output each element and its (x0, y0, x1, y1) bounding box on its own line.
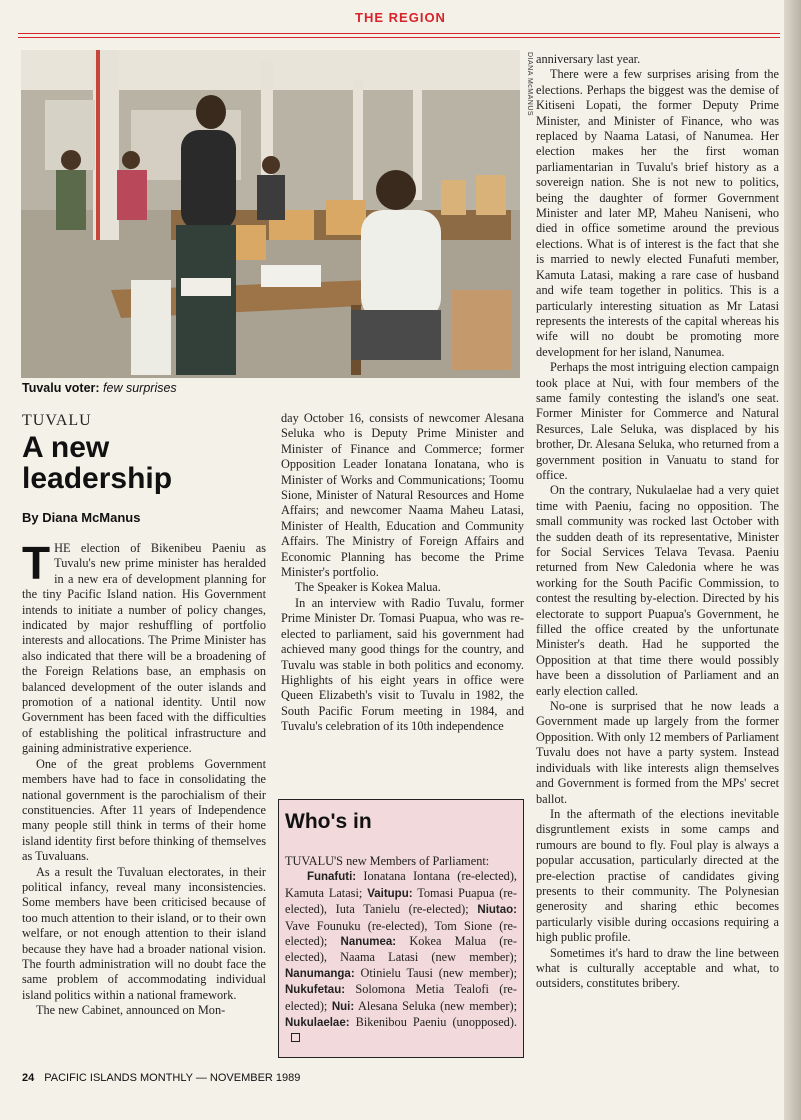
photo-caption (22, 381, 177, 395)
island-members: Kokea Malua (re-elected), Naama Latasi (new member); (285, 934, 517, 965)
island-name: Nukulaelae: (285, 1017, 350, 1030)
island-name: Niutao: (477, 904, 517, 917)
caption-bold: Tuvalu voter: (22, 381, 100, 395)
article-column-1 (22, 537, 266, 1019)
article-kicker: TUVALU (22, 412, 92, 429)
article-paragraph: day October 16, consists of newcomer Alesana Seluka who is Deputy Prime Minister and Minister of Finance and Commerce; former Opposition Leader Ionatana Ionatana, who is Minister of Works and Communications; Toomu Sione, Minister of Natural Resources and Home Affairs; and newcomer Naama Maheu Latasi, Minister of Health, Education and Community Affairs. The Ministry of Foreign Affairs and Economic Planning has become the Prime Minister's portfolio. (281, 411, 524, 580)
article-paragraph: Perhaps the most intriguing election campaign took place at Nui, with four members of the same family contesting the island's one seat. Former Minister for Commerce and Natural Resurces, Lale Seluka, was displaced by his brother, Dr. Alesana Seluka, who returned from a government position in Vanuatu to stand for office. (536, 360, 779, 482)
article-paragraph: No-one is surprised that he now leads a Government made up largely from the former Opposition. With only 12 members of Parliament Tuvalu does not have a party system. Instead individuals with like interests align themselves and Government is formed from the MPs' secret ballot. (536, 699, 779, 806)
island-name: Nukufetau: (285, 984, 346, 997)
article-column-2 (281, 411, 524, 735)
article-headline: A new leadership (22, 431, 173, 495)
article-paragraph: The new Cabinet, announced on Mon- (36, 1003, 226, 1018)
header-rule-secondary (18, 37, 780, 38)
article-paragraph: One of the great problems Government members have had to face in consolidating the national government is the parochialism of their constituencies. After 11 years of Independence many people still think in terms of their home island identity first before thinking of themselves as Tuvaluans. (22, 756, 266, 864)
whos-in-box (278, 799, 524, 1058)
article-paragraph: Sometimes it's hard to draw the line between what is culturally acceptable and what, to outsiders, constitutes bribery. (536, 945, 779, 991)
article-photo (21, 50, 520, 378)
article-paragraph: As a result the Tuvaluan electorates, in their political infancy, reveal many inconsistencies. Some members have been criticised because of too much attention to their island, or to their own welfare, or not enough attention to their island because they have had a broader national vision. The fourth administration will no doubt face the same problem of accommodating individual island politics within a national framework. (22, 864, 266, 1002)
article-paragraph: anniversary last year. (536, 52, 641, 66)
article-column-3 (536, 52, 779, 992)
drop-cap: T (22, 537, 51, 589)
publication-line: PACIFIC ISLANDS MONTHLY — NOVEMBER 1989 (44, 1072, 301, 1084)
caption-italic: few surprises (103, 381, 177, 395)
section-header: THE REGION (355, 10, 446, 25)
island-members: Bikenibou Paeniu (unopposed). (349, 1015, 517, 1030)
island-name: Nanumea: (340, 936, 397, 949)
island-name: Nui: (331, 1000, 355, 1013)
island-members: Otinielu Tausi (new member); (354, 965, 517, 980)
article-byline: By Diana McManus (22, 510, 141, 525)
header-rule (18, 33, 780, 34)
end-of-article-mark (291, 1033, 300, 1042)
box-entries (285, 869, 517, 1046)
island-name: Vaitupu: (367, 887, 413, 900)
polling-station-image (21, 50, 520, 378)
box-title: Who's in (285, 810, 372, 833)
article-paragraph (22, 537, 266, 757)
box-body (285, 854, 517, 1047)
page-edge-shadow (784, 0, 801, 1120)
article-paragraph: In the aftermath of the elections inevitable disgruntlement exists in some camps and rumours are bound to fly. Foul play is always a popular accusation, particularly directed at the pre-election practise of candidates giving presents to their community. The Polynesian generosity and sharing ethic becomes particularly visible during occasions requiring a high public profile. (536, 806, 779, 945)
page-number: 24 (22, 1072, 35, 1084)
article-paragraph: On the contrary, Nukulaelae had a very quiet time with Paeniu, facing no opposition. The small community was rocked last October with the sudden death of its representative, Minister for Social Services Telava Tevasa. Paeniu returned from New Caledonia where he was working for the South Pacific Commission, to contest the resulting by-election. Directed by his electorate to support Puapua's Government, he filled the office created by the unfortunate Minister's death. Had he supported the Opposition at that time there would possibly have been a dissolution of Parliament and an early election called. (536, 483, 779, 698)
island-members: Vave Founuku (re-elected), Tom Sione (re-elected); (285, 918, 517, 949)
article-paragraph: There were a few surprises arising from the elections. Perhaps the biggest was the demise of Kitiseni Lopati, the former Deputy Prime Minister, and Minister of Finance, who was replaced by Naama Latasi, of Nanumea. Her election makes her the first woman parliamentarian in Tuvalu's brief history as a sovereign nation. She is not new to politics, being the daughter of former Government Minister and later MP, Maheu Naniseni, who died in office sometime around the previous elections. What is of interest is the fact that she is married to newly elected Funafuti member, Kamuta Latasi, making a rare case of husband and wife team together in politics. This is a particularly interesting situation as Mr Latasi represents the interests of the capital whereas his wife will no doubt be promoting more development for her island, Nanumea. (536, 67, 779, 359)
article-paragraph: The Speaker is Kokea Malua. (295, 580, 441, 595)
island-members: Ionatana Iontana (re-elected), Kamuta Latasi; (285, 869, 517, 900)
page-footer (22, 1072, 300, 1084)
island-members: Alesana Seluka (new member); (354, 998, 518, 1013)
box-intro: TUVALU'S new Members of Parliament: (285, 854, 490, 868)
article-paragraph: In an interview with Radio Tuvalu, former Prime Minister Dr. Tomasi Puapua, who was re-elected to parliament, said his government had achieved many good things for the country, and Tuvalu was stable in both politics and economy. Highlights of his eight years in office were Queen Elizabeth's visit to Tuvalu in 1982, the South Pacific Forum meeting in 1984, and Tuvalu's celebration of its 10th independence (281, 595, 524, 734)
island-members: Solomona Metia Tealofi (re-elected); (285, 982, 517, 1013)
paragraph-text: HE election of Bikenibeu Paeniu as Tuvalu's new prime minister has heralded in a new era of development planning for the tiny Pacific Island nation. His Government intends to initiate a number of policy changes, indicated by major reshuffling of portfolio interests and allocations. The Prime Minister has also indicated that there will be a broadening of the Foreign Relations base, an emphasis on balanced development of the outer islands and promotion of a national identity. Until now Government has been faced with the difficulties of establishing the political infrastructure and gaining administrative experience. (22, 541, 266, 756)
photo-credit: DIANA McMANUS (526, 52, 533, 117)
island-name: Nanumanga: (285, 967, 355, 980)
island-members: Tomasi Puapua (re-elected), Iuta Tanielu (re-elected); (285, 885, 517, 917)
island-name: Funafuti: (306, 871, 357, 884)
